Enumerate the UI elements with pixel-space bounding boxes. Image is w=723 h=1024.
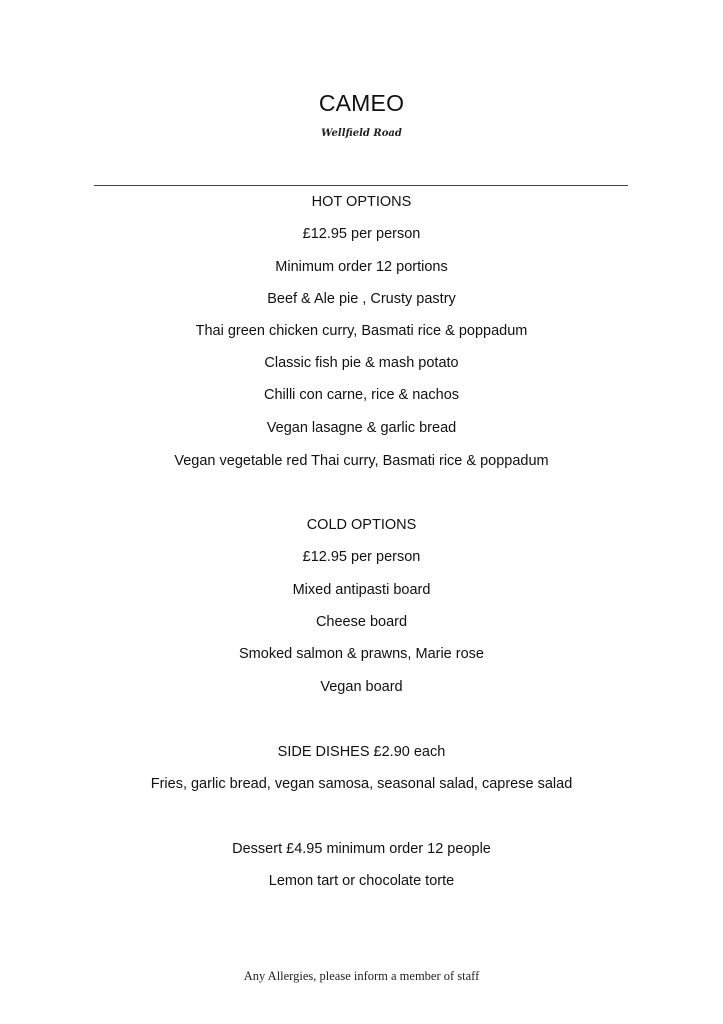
hot-item: Classic fish pie & mash potato bbox=[264, 355, 459, 371]
hot-options-minimum: Minimum order 12 portions bbox=[275, 259, 448, 275]
cold-item: Cheese board bbox=[315, 614, 408, 630]
cold-options-price: £12.95 per person bbox=[302, 549, 421, 565]
hot-item: Thai green chicken curry, Basmati rice & poppadum bbox=[195, 323, 528, 339]
restaurant-title: CAMEO bbox=[318, 90, 405, 116]
hot-options-price: £12.95 per person bbox=[302, 226, 421, 242]
hot-item: Chilli con carne, rice & nachos bbox=[263, 387, 460, 403]
side-dishes-items: Fries, garlic bread, vegan samosa, seasonal salad, caprese salad bbox=[150, 776, 573, 792]
header-divider bbox=[94, 185, 628, 186]
side-dishes-heading: SIDE DISHES £2.90 each bbox=[277, 744, 446, 760]
cold-item: Mixed antipasti board bbox=[292, 582, 431, 598]
hot-options-heading: HOT OPTIONS bbox=[311, 194, 412, 210]
hot-item: Vegan lasagne & garlic bread bbox=[266, 420, 457, 436]
cold-options-heading: COLD OPTIONS bbox=[306, 517, 417, 533]
restaurant-subtitle: Wellfield Road bbox=[321, 128, 402, 139]
hot-item: Vegan vegetable red Thai curry, Basmati rice & poppadum bbox=[174, 453, 549, 469]
dessert-heading: Dessert £4.95 minimum order 12 people bbox=[232, 841, 491, 857]
cold-item: Vegan board bbox=[320, 679, 403, 695]
hot-item: Beef & Ale pie , Crusty pastry bbox=[267, 291, 456, 307]
cold-item: Smoked salmon & prawns, Marie rose bbox=[239, 646, 484, 662]
dessert-items: Lemon tart or chocolate torte bbox=[268, 873, 455, 889]
allergy-notice: Any Allergies, please inform a member of staff bbox=[243, 969, 480, 983]
